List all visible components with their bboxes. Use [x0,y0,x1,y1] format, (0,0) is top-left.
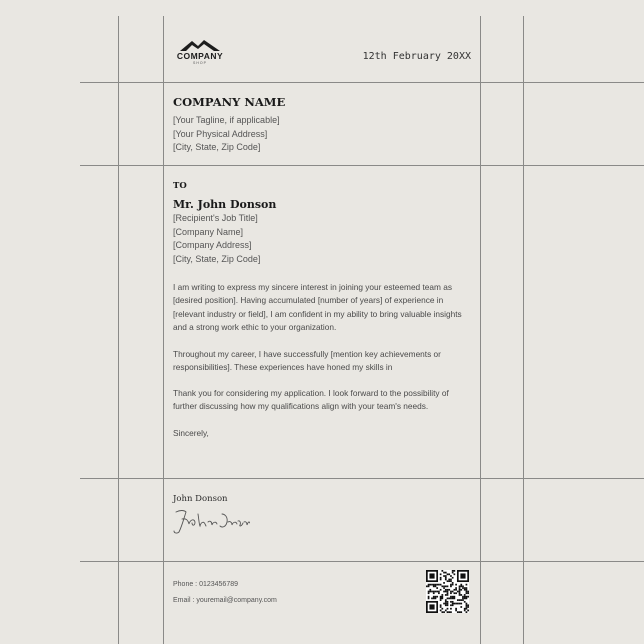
grid-line [118,16,119,644]
sender-name: John Donson [173,494,228,504]
contact-phone: Phone : 0123456789 [173,581,239,588]
letter-date: 12th February 20XX [362,51,471,62]
body-paragraph-3: Thank you for considering my application. I look forward to the possibility of further discussing how my qualifications align with your team's needs. [173,388,449,412]
grid-line [480,16,481,644]
company-logo [170,38,230,74]
qr-code [426,570,469,613]
recipient-city: [City, State, Zip Code] [173,253,261,264]
grid-line [80,82,644,83]
sender-tagline: [Your Tagline, if applicable] [173,115,280,125]
body-paragraph-1: I am writing to express my sincere interest in joining your esteemed team as [desired position]. Having accumulated [number of years] of experience in [relevant industry or field], I am confident in my ability to bring valuable insights and a strong work ethic to your organization. [173,282,462,332]
recipient-company: [Company Name] [173,226,244,237]
grid-line [80,165,644,166]
to-label: TO [173,181,187,191]
sender-city: [City, State, Zip Code] [173,142,261,152]
contact-email: Email : youremail@company.com [173,597,277,604]
logo-name: COMPANY [176,51,224,61]
recipient-name: Mr. John Donson [173,198,277,211]
handwritten-signature [170,506,250,536]
closing-line: Sincerely, [173,428,209,438]
grid-line [163,16,164,644]
sender-company-name: COMPANY NAME [173,95,286,109]
grid-line [80,561,644,562]
mountain-icon [178,38,222,52]
recipient-address: [Company Address] [173,240,252,250]
body-paragraph-2: Throughout my career, I have successfully [mention key achievements or responsibilities]. These experiences have honed my skills in [173,349,441,373]
recipient-job-title: [Recipient's Job Title] [173,213,258,223]
logo-subtitle: SHOP [193,61,207,65]
grid-line [80,478,644,479]
sender-address: [Your Physical Address] [173,128,268,139]
grid-line [523,16,524,644]
